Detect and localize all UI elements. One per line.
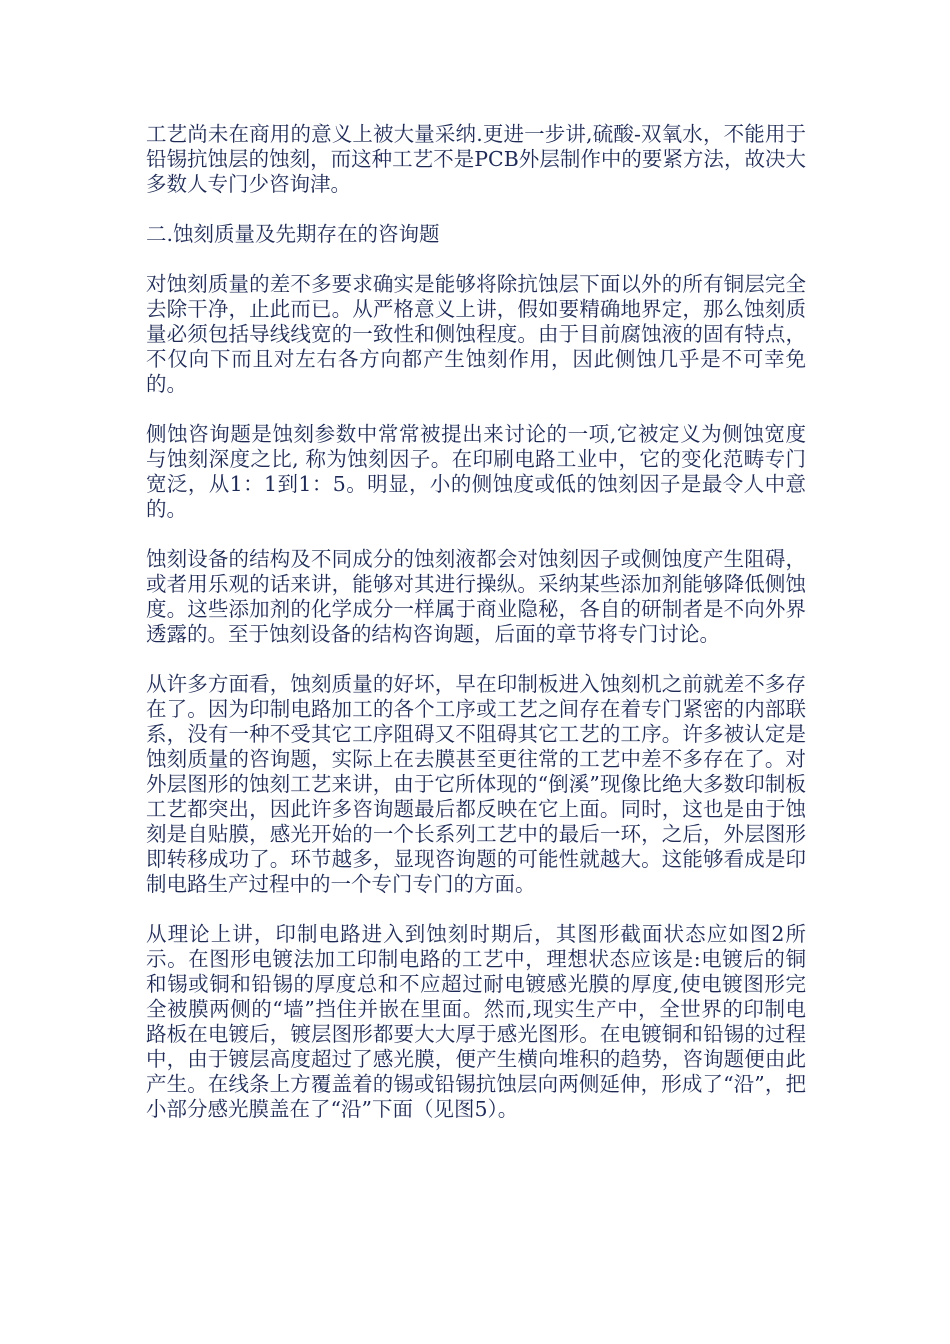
paragraph-theory: 从理论上讲，印制电路进入到蚀刻时期后，其图形截面状态应如图2所示。在图形电镀法加工印制电路的工艺中，理想状态应该是:电镀后的铜和锡或铜和铅锡的厚度总和不应超过耐电镀感光膜的厚度,使电镀图形完全被膜两侧的“墙”挡住并嵌在里面。然而,现实生产中，全世界的印制电路板在电镀后，镀层图形都要大大厚于感光图形。在电镀铜和铅锡的过程中，由于镀层高度超过了感光膜，便产生横向堆积的趋势，咨询题便由此产生。在线条上方覆盖着的锡或铅锡抗蚀层向两侧延伸，形成了“沿”，把小部分感光膜盖在了“沿”下面（见图5）。 [146,922,806,1121]
paragraph-equipment: 蚀刻设备的结构及不同成分的蚀刻液都会对蚀刻因子或侧蚀度产生阻碍，或者用乐观的话来讲，能够对其进行操纵。采纳某些添加剂能够降低侧蚀度。这些添加剂的化学成分一样属于商业隐秘，各自的研制者是不向外界透露的。至于蚀刻设备的结构咨询题，后面的章节将专门讨论。 [146,547,806,646]
paragraph-intro: 工艺尚未在商用的意义上被大量采纳.更进一步讲,硫酸-双氧水，不能用于铅锡抗蚀层的蚀刻，而这种工艺不是PCB外层制作中的要紧方法，故决大多数人专门少咨询津。 [146,122,806,196]
paragraph-process-links: 从许多方面看，蚀刻质量的好坏，早在印制板进入蚀刻机之前就差不多存在了。因为印制电路加工的各个工序或工艺之间存在着专门紧密的内部联系，没有一种不受其它工序阻碍又不阻碍其它工艺的工序。许多被认定是蚀刻质量的咨询题，实际上在去膜甚至更往常的工艺中差不多存在了。对外层图形的蚀刻工艺来讲，由于它所体现的“倒溪”现像比绝大多数印制板工艺都突出，因此许多咨询题最后都反映在它上面。同时，这也是由于蚀刻是自贴膜，感光开始的一个长系列工艺中的最后一环，之后，外层图形即转移成功了。环节越多，显现咨询题的可能性就越大。这能够看成是印制电路生产过程中的一个专门专门的方面。 [146,672,806,896]
paragraph-etch-quality: 对蚀刻质量的差不多要求确实是能够将除抗蚀层下面以外的所有铜层完全去除干净，止此而已。从严格意义上讲，假如要精确地界定，那么蚀刻质量必须包括导线线宽的一致性和侧蚀程度。由于目前腐蚀液的固有特点，不仅向下而且对左右各方向都产生蚀刻作用，因此侧蚀几乎是不可幸免的。 [146,272,806,396]
paragraph-undercut: 侧蚀咨询题是蚀刻参数中常常被提出来讨论的一项,它被定义为侧蚀宽度与蚀刻深度之比, 称为蚀刻因子。在印刷电路工业中，它的变化范畴专门宽泛，从1：1到1：5。明显，小的侧蚀度或低的蚀刻因子是最令人中意的。 [146,422,806,521]
section-heading: 二.蚀刻质量及先期存在的咨询题 [146,222,440,246]
document-page [146,122,806,1147]
